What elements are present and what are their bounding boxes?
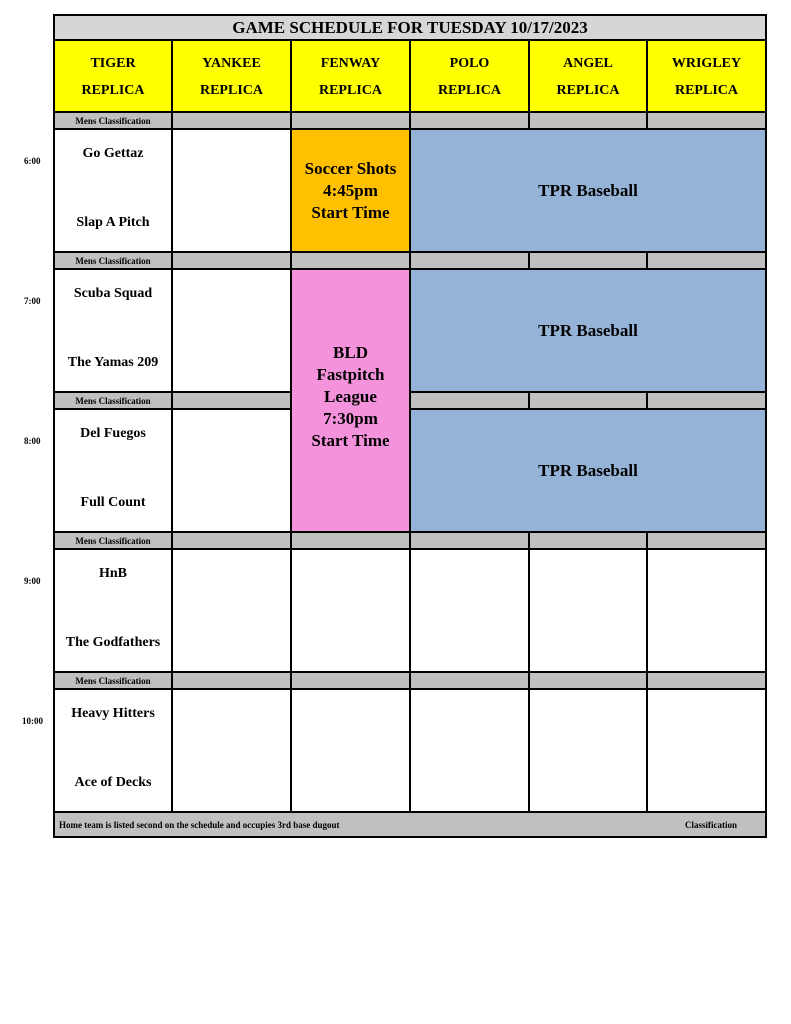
band-cell [292, 253, 409, 268]
field-sub: REPLICA [437, 83, 501, 98]
event-line: BLD [333, 342, 368, 362]
band-cell [173, 253, 290, 268]
away-team: Go Gettaz [82, 146, 144, 161]
time-label: 8:00 [24, 436, 41, 446]
band-cell [411, 113, 528, 128]
band-cell [530, 673, 646, 688]
classification-label: Mens Classification [55, 113, 171, 128]
matchup-cell [55, 270, 171, 391]
matchup-cell [55, 690, 171, 811]
band-cell [173, 673, 290, 688]
event-line: 4:45pm [323, 180, 378, 200]
classification-label: Mens Classification [55, 533, 171, 548]
time-label: 7:00 [24, 296, 41, 306]
band-cell [648, 673, 765, 688]
band-cell [648, 393, 765, 408]
empty-cell [292, 550, 409, 671]
classification-label: Mens Classification [55, 253, 171, 268]
band-cell [648, 533, 765, 548]
field-header-polo [411, 41, 528, 111]
field-header-angel [530, 41, 646, 111]
field-name: FENWAY [320, 56, 381, 71]
field-name: POLO [449, 56, 490, 71]
field-sub: REPLICA [556, 83, 620, 98]
away-team: Del Fuegos [80, 426, 146, 441]
band-cell [530, 253, 646, 268]
home-team: Slap A Pitch [76, 215, 150, 230]
schedule-grid [53, 14, 767, 838]
home-team: The Yamas 209 [67, 355, 159, 370]
event-line: League [324, 386, 377, 406]
band-cell [292, 673, 409, 688]
matchup-cell [55, 410, 171, 531]
band-cell [530, 113, 646, 128]
band-cell [173, 113, 290, 128]
classification-label: Mens Classification [55, 673, 171, 688]
empty-cell [411, 690, 528, 811]
empty-cell [173, 690, 290, 811]
time-label: 6:00 [24, 156, 41, 166]
event-line: 7:30pm [323, 408, 378, 428]
field-sub: REPLICA [199, 83, 263, 98]
field-header-yankee [173, 41, 290, 111]
band-cell [292, 533, 409, 548]
schedule-title: GAME SCHEDULE FOR TUESDAY 10/17/2023 [55, 16, 765, 39]
time-label: 9:00 [24, 576, 41, 586]
band-cell [411, 253, 528, 268]
field-name: ANGEL [563, 56, 613, 71]
band-cell [411, 533, 528, 548]
empty-cell [292, 690, 409, 811]
matchup-cell [55, 550, 171, 671]
time-label: 10:00 [22, 716, 43, 726]
band-cell [173, 393, 290, 408]
band-cell [530, 393, 646, 408]
band-cell [648, 253, 765, 268]
event-line: Soccer Shots [304, 158, 397, 178]
empty-cell [530, 690, 646, 811]
schedule-footer [55, 813, 765, 836]
tpr-baseball-block: TPR Baseball [411, 270, 765, 391]
bld-fastpitch-block [292, 270, 409, 531]
band-cell [530, 533, 646, 548]
event-line: Start Time [311, 202, 390, 222]
home-team: The Godfathers [65, 635, 161, 650]
empty-cell [530, 550, 646, 671]
away-team: Scuba Squad [73, 286, 153, 301]
empty-cell [173, 550, 290, 671]
field-name: TIGER [90, 56, 136, 71]
band-cell [411, 673, 528, 688]
band-cell [173, 533, 290, 548]
event-line: Fastpitch [316, 364, 385, 384]
band-cell [411, 393, 528, 408]
empty-cell [648, 690, 765, 811]
field-header-fenway [292, 41, 409, 111]
field-header-wrigley [648, 41, 765, 111]
home-team: Full Count [80, 495, 146, 510]
away-team: Heavy Hitters [71, 706, 155, 721]
footer-note: Home team is listed second on the schedule and occupies 3rd base dugout [59, 819, 340, 830]
soccer-shots-block [292, 130, 409, 251]
field-sub: REPLICA [674, 83, 738, 98]
field-name: YANKEE [202, 56, 261, 71]
field-sub: REPLICA [81, 83, 145, 98]
tpr-baseball-block: TPR Baseball [411, 410, 765, 531]
matchup-cell [55, 130, 171, 251]
away-team: HnB [98, 566, 127, 581]
empty-cell [648, 550, 765, 671]
band-cell [292, 113, 409, 128]
field-name: WRIGLEY [671, 56, 742, 71]
empty-cell [173, 130, 290, 251]
field-header-tiger [55, 41, 171, 111]
home-team: Ace of Decks [74, 775, 152, 790]
event-line: Start Time [311, 430, 390, 450]
empty-cell [173, 270, 290, 391]
band-cell [648, 113, 765, 128]
empty-cell [173, 410, 290, 531]
tpr-baseball-block: TPR Baseball [411, 130, 765, 251]
footer-classification: Classification [684, 819, 737, 830]
empty-cell [411, 550, 528, 671]
classification-label: Mens Classification [55, 393, 171, 408]
field-sub: REPLICA [318, 83, 382, 98]
